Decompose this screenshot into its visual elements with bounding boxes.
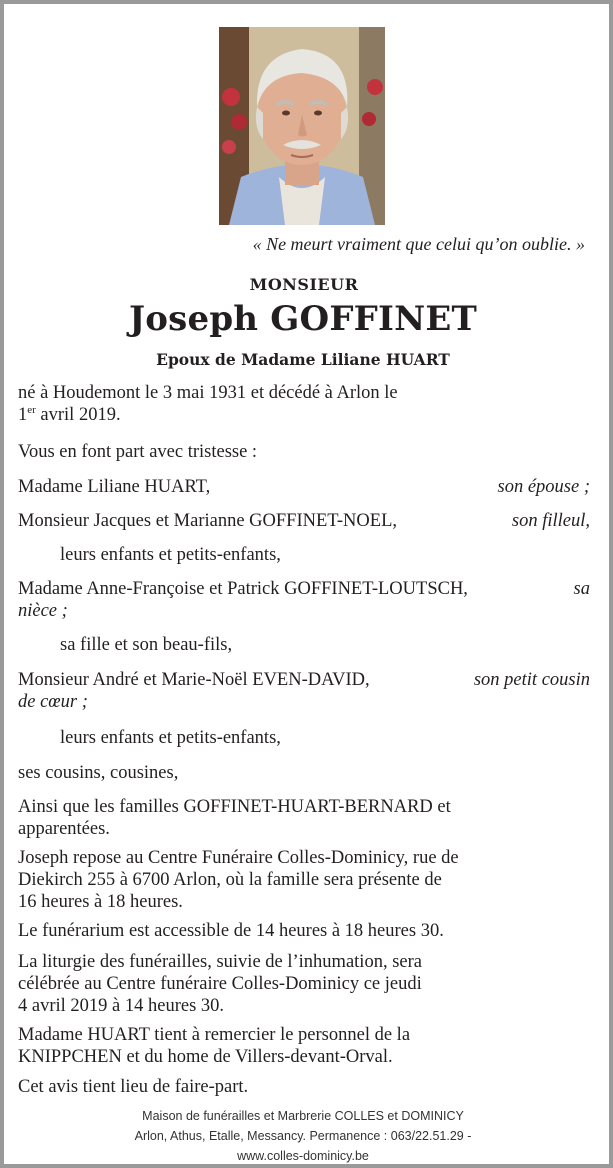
mourner-liliane: [18, 476, 590, 498]
families-paragraph: [18, 796, 590, 840]
thanks-line-1: Madame HUART tient à remercier le personnel de la: [18, 1025, 411, 1045]
portrait-photo: [219, 27, 385, 225]
mourner-name: Madame Anne-Françoise et Patrick GOFFINET-LOUTSCH,: [18, 579, 468, 599]
birth-death-paragraph: [18, 382, 590, 426]
birth-death-line-1: né à Houdemont le 3 mai 1931 et décédé à Arlon le: [18, 383, 398, 403]
mourner-anne: [18, 578, 590, 622]
rests-paragraph: [18, 847, 590, 913]
families-line-2: apparentées.: [18, 819, 110, 839]
mourner-relation: sa: [573, 579, 590, 599]
mourner-andre-children: leurs enfants et petits-enfants,: [60, 728, 281, 748]
mourner-jacques-children: leurs enfants et petits-enfants,: [60, 545, 281, 565]
obituary-card: [4, 4, 609, 1164]
thanks-line-2: KNIPPCHEN et du home de Villers-devant-Orval.: [18, 1047, 393, 1067]
death-day: 1: [18, 405, 28, 425]
liturgy-line-3: 4 avril 2019 à 14 heures 30.: [18, 996, 225, 1016]
mourner-anne-children: sa fille et son beau-fils,: [60, 635, 233, 655]
liturgy-paragraph: [18, 951, 590, 1017]
notice-line: Cet avis tient lieu de faire-part.: [18, 1077, 249, 1097]
birth-death-line-2: [18, 404, 590, 426]
funerarium-line: Le funérarium est accessible de 14 heures à 18 heures 30.: [18, 921, 444, 941]
death-month-year: avril 2019.: [35, 405, 121, 425]
rests-line-1: Joseph repose au Centre Funéraire Colles-Dominicy, rue de: [18, 848, 459, 868]
honorific-title: MONSIEUR: [249, 275, 359, 294]
mourner-name: Monsieur André et Marie-Noël EVEN-DAVID,: [18, 670, 370, 690]
mourner-anne-line: [18, 578, 590, 600]
mourner-relation: son filleul,: [511, 511, 590, 531]
mourner-name: Monsieur Jacques et Marianne GOFFINET-NOEL,: [18, 511, 398, 531]
intro-line: Vous en font part avec tristesse :: [18, 442, 258, 462]
mourner-andre: [18, 669, 590, 713]
footer-website: www.colles-dominicy.be: [237, 1149, 369, 1163]
portrait-illustration: [219, 27, 385, 225]
families-line-1: Ainsi que les familles GOFFINET-HUART-BERNARD et: [18, 797, 451, 817]
deceased-name: Joseph GOFFINET: [129, 299, 477, 339]
mourner-relation-cont: de cœur ;: [18, 692, 88, 712]
death-day-suffix: er: [27, 403, 36, 416]
epitaph-quote: « Ne meurt vraiment que celui qu’on oublie. »: [252, 234, 585, 254]
mourner-relation-cont: nièce ;: [18, 601, 68, 621]
mourner-relation: son petit cousin: [473, 670, 590, 690]
footer-line-2: Arlon, Athus, Etalle, Messancy. Permanence : 063/22.51.29 -: [134, 1129, 472, 1143]
rests-line-2: Diekirch 255 à 6700 Arlon, où la famille sera présente de: [18, 870, 442, 890]
rests-line-3: 16 heures à 18 heures.: [18, 892, 183, 912]
mourner-andre-line: [18, 669, 590, 691]
mourner-jacques: [18, 510, 590, 532]
thanks-paragraph: [18, 1024, 590, 1068]
funeral-home-footer: [4, 1106, 602, 1166]
mourner-relation: son épouse ;: [497, 477, 590, 497]
mourner-cousins: ses cousins, cousines,: [18, 763, 179, 783]
spouse-line: Epoux de Madame Liliane HUART: [156, 350, 450, 369]
mourner-name: Madame Liliane HUART,: [18, 477, 211, 497]
liturgy-line-1: La liturgie des funérailles, suivie de l’inhumation, sera: [18, 952, 422, 972]
footer-line-1: Maison de funérailles et Marbrerie COLLES et DOMINICY: [142, 1109, 464, 1123]
liturgy-line-2: célébrée au Centre funéraire Colles-Dominicy ce jeudi: [18, 974, 422, 994]
